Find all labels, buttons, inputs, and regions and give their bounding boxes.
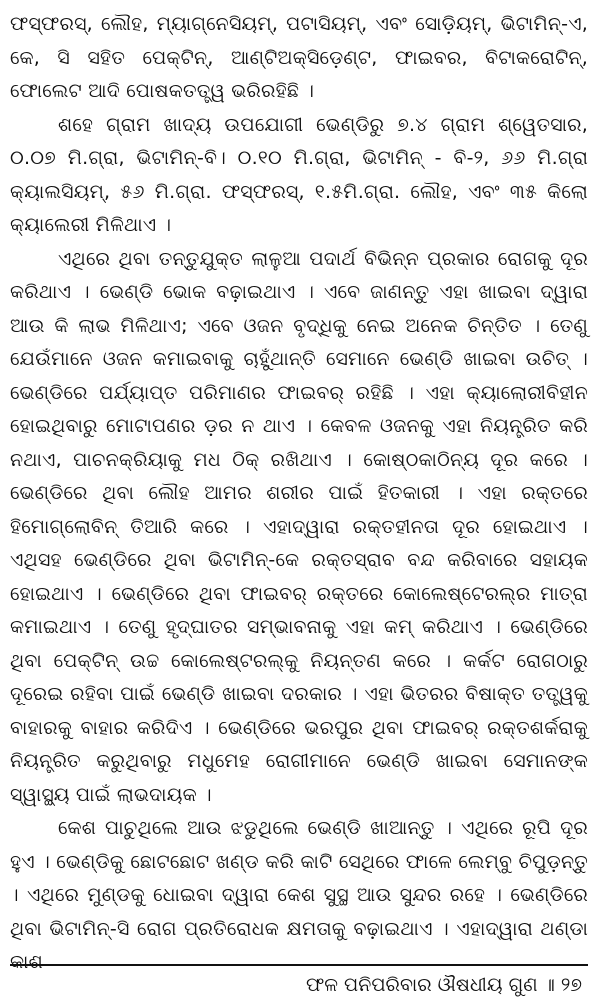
body-text <box>10 8 588 980</box>
running-footer: ଫଳ ପନିପରିବାର ଔଷଧୀୟ ଗୁଣ ॥ ୨୭ <box>306 974 582 996</box>
paragraph-4: କେଶ ପାଚୁଥିଲେ ଆଉ ଝଡୁଥିଲେ ଭେଣ୍ଡି ଖାଆନ୍ତୁ । ଏଥିରେ ରୂପି ଦୂର ହୁଏ । ଭେଣ୍ଡିକୁ ଛୋଟଛୋଟ ଖଣ୍ଡ କରି କାଟି ସେଥିରେ ଫାଳେ ଲେମ୍ବୁ ଚିପୁଡ଼ନ୍ତୁ । ଏଥିରେ ମୁଣ୍ଡକୁ ଧୋଇବା ଦ୍ୱାରା କେଶ ସୁସ୍ଥ ଆଉ ସୁନ୍ଦର ରହେ । ଭେଣ୍ଡିରେ ଥିବା ଭିଟାମିନ୍-ସି ରୋଗ ପ୍ରତିରୋଧକ କ୍ଷମତାକୁ ବଢ଼ାଇଥାଏ । ଏହାଦ୍ୱାରା ଥଣ୍ଡା କାଶ <box>10 817 588 973</box>
paragraph-1: ଫସ୍‌ଫରସ୍, ଲୌହ, ମ୍ୟାଗ୍ନେସିୟମ୍, ପଟାସିୟମ୍, ଏବଂ ସୋଡ଼ିୟମ୍, ଭିଟାମିନ୍-ଏ, କେ, ସି ସହିତ ପେକ୍‌ଟିନ୍, ଆଣ୍ଟିଅକ୍‌ସିଡ଼େଣ୍ଟ, ଫାଇବର, ବିଟାକରୋଟିନ୍, ଫୋଲେଟ ଆଦି ପୋଷକତତ୍ତ୍ୱ ଭରିରହିଛି । <box>10 13 588 102</box>
paragraph-2: ଶହେ ଗ୍ରାମ ଖାଦ୍ୟ ଉପଯୋଗୀ ଭେଣ୍ଡିରୁ ୭.୪ ଗ୍ରାମ ଶ୍ୱେତସାର, ୦.୦୭ ମି.ଗ୍ରା, ଭିଟାମିନ୍-ବି। ୦.୧୦ ମି.ଗ୍ରା, ଭିଟାମିନ୍ - ବି-୨, ୬୬ ମି.ଗ୍ରା କ୍ୟାଲସିୟମ୍, ୫୬ ମି.ଗ୍ରା. ଫସ୍‌ଫରସ୍, ୧.୫ମି.ଗ୍ରା. ଲୌହ, ଏବଂ ୩୫ କିଲୋ କ୍ୟାଲେରୀ ମିଳିଥାଏ । <box>10 113 588 236</box>
paragraph-3: ଏଥିରେ ଥିବା ତନ୍ତୁଯୁକ୍ତ ଲାଳୁଆ ପଦାର୍ଥ ବିଭିନ୍ନ ପ୍ରକାର ରୋଗକୁ ଦୂର କରିଥାଏ । ଭେଣ୍ଡି ଭୋକ ବଢ଼ାଇଥାଏ । ଏବେ ଜାଣନ୍ତୁ ଏହା ଖାଇବା ଦ୍ୱାରା ଆଉ କି ଲାଭ ମିଳିଥାଏ; ଏବେ ଓଜନ ବୃଦ୍ଧିକୁ ନେଇ ଅନେକ ଚିନ୍ତିତ । ତେଣୁ ଯେଉଁମାନେ ଓଜନ କମାଇବାକୁ ଚାହୁଁଥାନ୍ତି ସେମାନେ ଭେଣ୍ଡି ଖାଇବା ଉଚିତ୍ । ଭେଣ୍ଡିରେ ପର୍ଯ୍ୟାପ୍ତ ପରିମାଣର ଫାଇବର୍ ରହିଛି । ଏହା କ୍ୟାଲୋରୀବିହୀନ ହୋଇଥିବାରୁ ମୋଟାପଣର ଡ଼ର ନ ଥାଏ । କେବଳ ଓଜନକୁ ଏହା ନିୟନ୍ତ୍ରିତ କରି ନଥାଏ, ପାଚନକ୍ରିୟାକୁ ମଧ ଠିକ୍ ରଖିଥାଏ । କୋଷ୍ଠକାଠିନ୍ୟ ଦୂର କରେ । ଭେଣ୍ଡିରେ ଥିବା ଲୌହ ଆମର ଶରୀର ପାଇଁ ହିତକାରୀ । ଏହା ରକ୍ତରେ ହିମୋଗ୍ଲୋବିନ୍ ତିଆରି କରେ । ଏହାଦ୍ୱାରା ରକ୍ତହୀନତା ଦୂର ହୋଇଥାଏ । ଏଥିସହ ଭେଣ୍ଡିରେ ଥିବା ଭିଟାମିନ୍-କେ ରକ୍ତସ୍ରାବ ବନ୍ଦ କରିବାରେ ସହାୟକ ହୋଇଥାଏ । ଭେଣ୍ଡିରେ ଥିବା ଫାଇବର୍ ରକ୍ତରେ କୋଲେଷ୍ଟେରଲ୍‌ର ମାତ୍ରା କମାଇଥାଏ । ତେଣୁ ହୃଦ୍‌ଘାତର ସମ୍ଭାବନାକୁ ଏହା କମ୍ କରିଥାଏ । ଭେଣ୍ଡିରେ ଥିବା ପେକ୍‌ଟିନ୍ ଉଚ୍ଚ କୋଲେଷ୍ଟରଲ୍‌କୁ ନିୟନ୍ତଣ କରେ । କର୍କଟ ରୋଗଠାରୁ ଦୂରେଇ ରହିବା ପାଇଁ ଭେଣ୍ଡି ଖାଇବା ଦରକାର । ଏହା ଭିତରର ବିଷାକ୍ତ ତତ୍ତ୍ୱକୁ ବାହାରକୁ ବାହାର କରିଦିଏ । ଭେଣ୍ଡିରେ ଭରପୁର ଥିବା ଫାଇବର୍ ରକ୍ତଶର୍କରାକୁ ନିୟନ୍ତ୍ରିତ କରୁଥିବାରୁ ମଧୁମେହ ରୋଗୀମାନେ ଭେଣ୍ଡି ଖାଇବା ସେମାନଙ୍କ ସ୍ୱାସ୍ଥ୍ୟ ପାଇଁ ଲାଭଦାୟକ । <box>10 247 588 806</box>
footer-rule <box>10 964 588 966</box>
